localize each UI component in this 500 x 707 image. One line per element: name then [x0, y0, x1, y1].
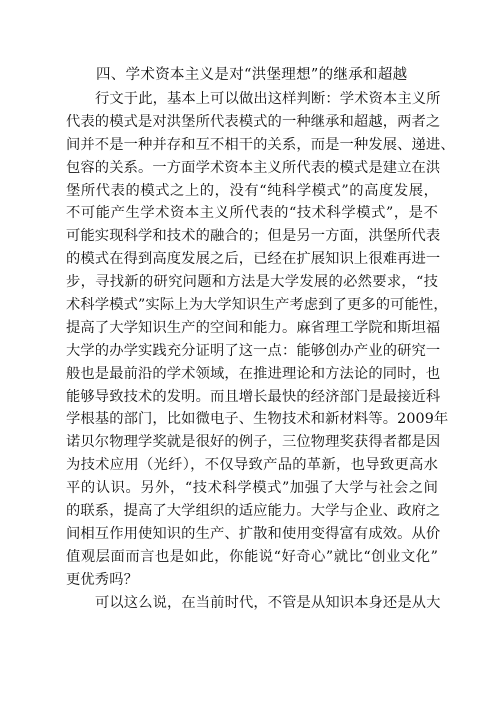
paragraph-line: 包容的关系。一方面学术资本主义所代表的模式是建立在洪 [66, 159, 441, 176]
paragraph-line: 间相互作用使知识的生产、扩散和使用变得富有成效。从价 [66, 525, 441, 542]
paragraph-line: 步，寻找新的研究问题和方法是大学发展的必然要求，“技 [66, 274, 438, 291]
paragraph-line: 值观层面而言也是如此，你能说“好奇心”就比“创业文化” [66, 548, 438, 565]
paragraph-line: 能够导致技术的发明。而且增长最快的经济部门是最接近科 [66, 388, 441, 405]
paragraph-2 [66, 592, 441, 615]
paragraph-line: 平的认识。另外，“技术科学模式”加强了大学与社会之间 [66, 480, 438, 497]
document-page [66, 62, 455, 614]
paragraph-line: 不可能产生学术资本主义所代表的“技术科学模式”，是不 [66, 205, 438, 222]
paragraph-line: 行文于此，基本上可以做出这样判断：学术资本主义所 [95, 91, 441, 107]
paragraph-line: 更优秀吗？ [66, 571, 138, 588]
paragraph-line: 的模式在得到高度发展之后，已经在扩展知识上很难再进一 [66, 251, 441, 268]
paragraph-line: 可以这么说，在当前时代，不管是从知识本身还是从大 [95, 594, 441, 611]
paragraph-line: 堡所代表的模式之上的，没有“纯科学模式”的高度发展， [66, 182, 438, 199]
section-heading: 四、学术资本主义是对“洪堡理想”的继承和超越 [96, 67, 408, 83]
paragraph-line: 间并不是一种并存和互不相干的关系，而是一种发展、递进、 [66, 136, 455, 153]
paragraph-line: 代表的模式是对洪堡所代表模式的一种继承和超越，两者之 [66, 113, 441, 130]
paragraph-line: 为技术应用（光纤），不仅导致产品的革新，也导致更高水 [66, 457, 438, 474]
paragraph-line: 诺贝尔物理学奖就是很好的例子，三位物理奖获得者都是因 [66, 434, 441, 451]
paragraph-line: 大学的办学实践充分证明了这一点：能够创办产业的研究一 [66, 342, 441, 359]
paragraph-line: 术科学模式”实际上为大学知识生产考虑到了更多的可能性， [66, 297, 448, 314]
paragraph-line: 提高了大学知识生产的空间和能力。麻省理工学院和斯坦福 [66, 319, 441, 336]
paragraph-line: 学根基的部门，比如微电子、生物技术和新材料等。2009年 [66, 411, 449, 428]
paragraph-1 [66, 88, 455, 592]
paragraph-line: 的联系，提高了大学组织的适应能力。大学与企业、政府之 [66, 503, 441, 520]
paragraph-line: 般也是最前沿的学术领域，在推进理论和方法论的同时，也 [66, 365, 441, 382]
paragraph-line: 可能实现科学和技术的融合的；但是另一方面，洪堡所代表 [66, 228, 441, 245]
